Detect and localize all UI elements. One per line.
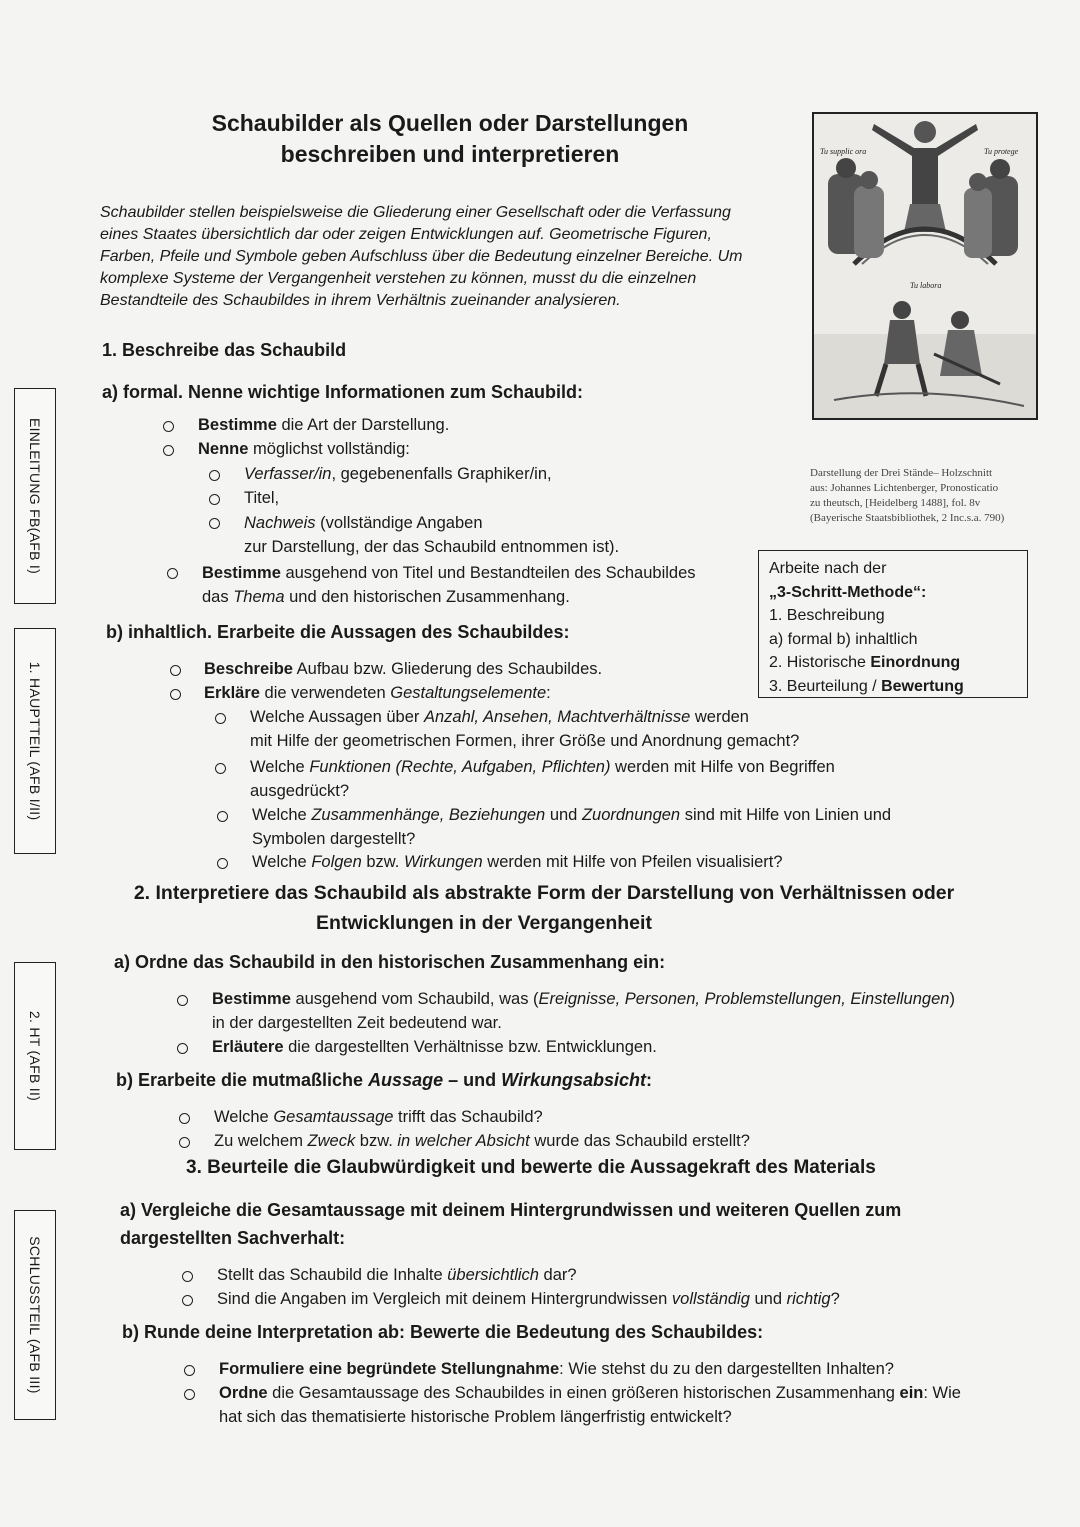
bullet-icon <box>209 470 220 481</box>
bullet-icon <box>209 518 220 529</box>
woodcut-illustration <box>814 114 1036 418</box>
title-line-2: beschreiben und interpretieren <box>280 141 620 167</box>
list-item-continuation: mit Hilfe der geometrischen Formen, ihrer Größe und Anordnung gemacht? <box>250 732 800 750</box>
title-line-1: Schaubilder als Quellen oder Darstellungen <box>211 110 689 136</box>
bullet-icon <box>177 995 188 1006</box>
tab-label: EINLEITUNG FB(AFB I) <box>27 417 43 575</box>
section-3a-heading: a) Vergleiche die Gesamtaussage mit deinem Hintergrundwissen und weiteren Quellen zum <box>120 1200 902 1220</box>
intro-line: Farben, Pfeile und Symbole geben Aufschluss über die Bedeutung einzelner Bereiche. Um <box>100 248 743 265</box>
method-line: 3. Beurteilung / Bewertung <box>769 677 964 695</box>
section-2a-heading: a) Ordne das Schaubild in den historischen Zusammenhang ein: <box>114 952 666 972</box>
list-item-continuation: Symbolen dargestellt? <box>252 830 416 848</box>
section-3b-heading: b) Runde deine Interpretation ab: Bewerte die Bedeutung des Schaubildes: <box>122 1322 764 1342</box>
bullet-icon <box>217 811 228 822</box>
bullet-icon <box>182 1295 193 1306</box>
bullet-icon <box>179 1137 190 1148</box>
tab-einleitung <box>14 388 56 604</box>
caption-line: zu theutsch, [Heidelberg 1488], fol. 8v <box>810 497 981 509</box>
list-item-continuation: hat sich das thematisierte historische Problem längerfristig entwickelt? <box>219 1408 732 1426</box>
bullet-icon <box>167 568 178 579</box>
section-2b-heading: b) Erarbeite die mutmaßliche Aussage – und Wirkungsabsicht: <box>116 1070 652 1090</box>
bullet-icon <box>163 421 174 432</box>
list-item: Sind die Angaben im Vergleich mit deinem Hintergrundwissen vollständig und richtig? <box>217 1290 840 1308</box>
bullet-icon <box>217 858 228 869</box>
intro-line: eines Staates übersichtlich dar oder zeigen Entwicklungen auf. Geometrische Figuren, <box>100 226 712 243</box>
tab-hauptteil-2 <box>14 962 56 1150</box>
list-item: Ordne die Gesamtaussage des Schaubildes in einen größeren historischen Zusammenhang ein: Wie <box>219 1384 961 1402</box>
method-line: „3-Schritt-Methode“: <box>769 583 927 601</box>
bullet-icon <box>184 1365 195 1376</box>
bullet-icon <box>170 665 181 676</box>
method-line: a) formal b) inhaltlich <box>769 630 918 648</box>
list-item: Bestimme ausgehend von Titel und Bestandteilen des Schaubildes <box>202 564 696 582</box>
caption-line: Darstellung der Drei Stände– Holzschnitt <box>810 467 993 479</box>
intro-line: Schaubilder stellen beispielsweise die Gliederung einer Gesellschaft oder die Verfassung <box>100 204 731 221</box>
bullet-icon <box>177 1043 188 1054</box>
bullet-icon <box>215 763 226 774</box>
list-item: Welche Gesamtaussage trifft das Schaubild? <box>214 1108 543 1126</box>
tab-hauptteil-1 <box>14 628 56 854</box>
list-item: Verfasser/in, gegebenenfalls Graphiker/in, <box>244 465 552 483</box>
tab-label: SCHLUSSTEIL (AFB III) <box>27 1236 43 1394</box>
method-line: 1. Beschreibung <box>769 607 885 624</box>
method-line: Arbeite nach der <box>769 560 887 577</box>
caption-line: (Bayerische Staatsbibliothek, 2 Inc.s.a. 790) <box>810 512 1005 524</box>
list-item-continuation: ausgedrückt? <box>250 782 350 800</box>
list-item: Formuliere eine begründete Stellungnahme: Wie stehst du zu den dargestellten Inhalten? <box>219 1360 894 1378</box>
tab-label: 2. HT (AFB II) <box>27 1010 43 1102</box>
list-item: Welche Funktionen (Rechte, Aufgaben, Pflichten) werden mit Hilfe von Begriffen <box>250 758 835 776</box>
list-item: Bestimme ausgehend vom Schaubild, was (Ereignisse, Personen, Problemstellungen, Einstellungen) <box>212 990 955 1008</box>
bullet-icon <box>163 445 174 456</box>
bullet-icon <box>179 1113 190 1124</box>
section-2-heading: 2. Interpretiere das Schaubild als abstrakte Form der Darstellung von Verhältnissen oder <box>133 882 955 904</box>
list-item: Titel, <box>244 489 280 507</box>
bullet-icon <box>170 689 181 700</box>
section-3-heading: 3. Beurteile die Glaubwürdigkeit und bewerte die Aussagekraft des Materials <box>186 1157 876 1178</box>
bullet-icon <box>182 1271 193 1282</box>
list-item-continuation: zur Darstellung, der das Schaubild entnommen ist). <box>244 538 620 556</box>
list-item: Bestimme die Art der Darstellung. <box>198 416 450 434</box>
list-item: Zu welchem Zweck bzw. in welcher Absicht wurde das Schaubild erstellt? <box>214 1132 750 1150</box>
list-item: Erläutere die dargestellten Verhältnisse bzw. Entwicklungen. <box>212 1038 657 1056</box>
list-item: Nenne möglichst vollständig: <box>198 440 410 458</box>
list-item: Stellt das Schaubild die Inhalte übersichtlich dar? <box>217 1266 577 1284</box>
list-item: Welche Zusammenhänge, Beziehungen und Zuordnungen sind mit Hilfe von Linien und <box>252 806 892 824</box>
list-item-continuation: in der dargestellten Zeit bedeutend war. <box>212 1014 502 1032</box>
intro-line: Bestandteile des Schaubildes in ihrem Verhältnis zueinander analysieren. <box>100 292 621 309</box>
intro-line: komplexe Systeme der Vergangenheit verstehen zu können, musst du die einzelnen <box>100 270 697 287</box>
section-1a-heading: a) formal. Nenne wichtige Informationen zum Schaubild: <box>102 382 584 402</box>
image-label-right: Tu protege <box>984 147 1019 156</box>
list-item: Welche Folgen bzw. Wirkungen werden mit Hilfe von Pfeilen visualisiert? <box>252 853 783 871</box>
list-item: Nachweis (vollständige Angaben <box>244 514 483 532</box>
image-label-middle: Tu labora <box>910 281 942 290</box>
caption-line: aus: Johannes Lichtenberger, Pronosticatio <box>810 482 999 494</box>
tab-schlussteil <box>14 1210 56 1420</box>
section-1b-heading: b) inhaltlich. Erarbeite die Aussagen des Schaubildes: <box>106 622 570 642</box>
list-item: Welche Aussagen über Anzahl, Ansehen, Machtverhältnisse werden <box>250 708 749 726</box>
bullet-icon <box>215 713 226 724</box>
method-box <box>758 550 1028 698</box>
section-2-heading-line-2: Entwicklungen in der Vergangenheit <box>316 912 652 934</box>
list-item: Erkläre die verwendeten Gestaltungselemente: <box>204 684 551 702</box>
woodcut-image <box>812 112 1038 420</box>
intro-paragraph <box>100 202 790 312</box>
bullet-icon <box>184 1389 195 1400</box>
section-3a-heading-line-2: dargestellten Sachverhalt: <box>120 1228 346 1248</box>
image-caption <box>810 466 1050 526</box>
page-title <box>130 108 770 170</box>
list-item-continuation: das Thema und den historischen Zusammenhang. <box>202 588 570 606</box>
bullet-icon <box>209 494 220 505</box>
list-item: Beschreibe Aufbau bzw. Gliederung des Schaubildes. <box>204 660 603 678</box>
tab-label: 1. HAUPTTEIL (AFB I/II) <box>27 661 43 821</box>
section-1-heading: 1. Beschreibe das Schaubild <box>102 340 347 360</box>
image-label-left: Tu supplic ora <box>820 147 867 156</box>
method-line: 2. Historische Einordnung <box>769 654 961 671</box>
